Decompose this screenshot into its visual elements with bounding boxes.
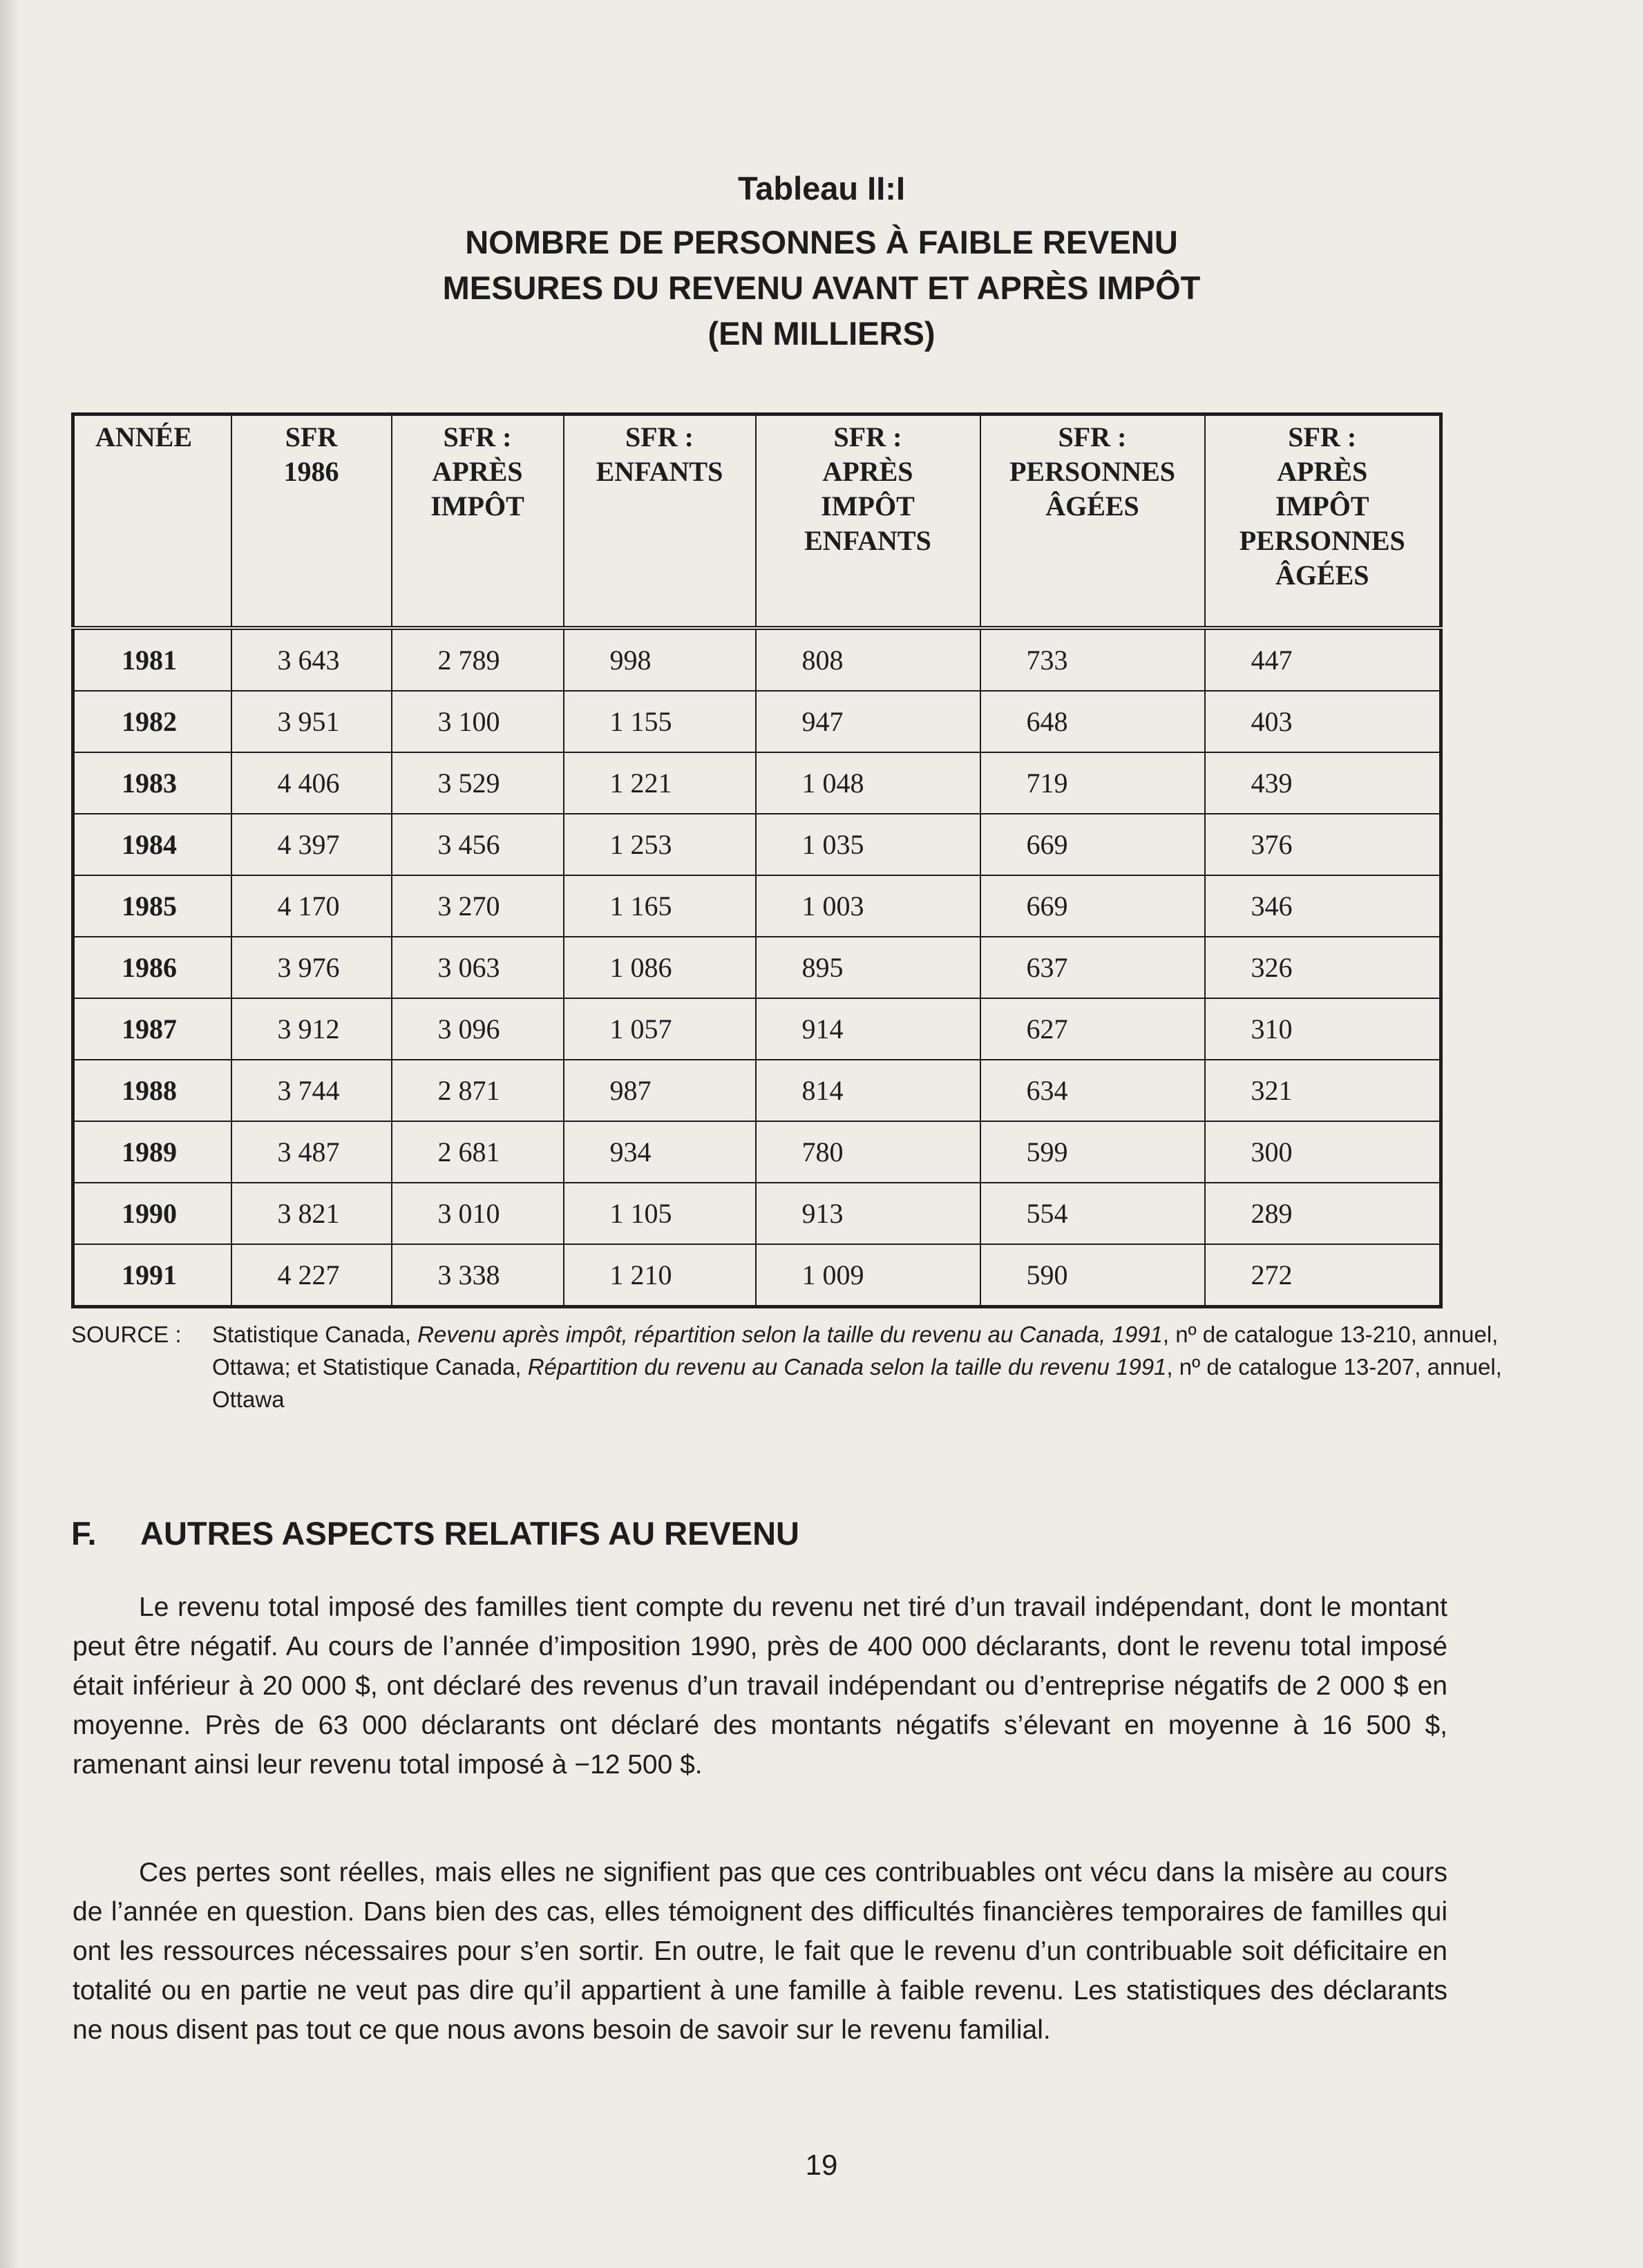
value-cell: 439	[1205, 752, 1441, 814]
value-cell: 934	[564, 1121, 756, 1183]
value-cell: 4 397	[231, 814, 392, 875]
table-row	[73, 752, 1441, 814]
value-cell: 3 338	[392, 1244, 564, 1307]
value-cell: 376	[1205, 814, 1441, 875]
value-cell: 947	[756, 691, 980, 752]
year-cell: 1984	[73, 814, 231, 875]
header-line: ÂGÉES	[1275, 560, 1369, 591]
year-cell: 1988	[73, 1060, 231, 1121]
value-cell: 3 951	[231, 691, 392, 752]
header-line: APRÈS	[1277, 456, 1368, 487]
header-line: APRÈS	[432, 456, 523, 487]
column-header	[231, 414, 392, 629]
section-title: AUTRES ASPECTS RELATIFS AU REVENU	[140, 1515, 799, 1552]
column-header	[980, 414, 1205, 629]
value-cell: 2 681	[392, 1121, 564, 1183]
source-text-part: , nº de catalogue 13-210, annuel, Ottawa; et Statistique Canada,	[212, 1322, 1499, 1380]
value-cell: 1 253	[564, 814, 756, 875]
column-header	[1205, 414, 1441, 629]
value-cell: 814	[756, 1060, 980, 1121]
value-cell: 913	[756, 1183, 980, 1244]
column-header	[756, 414, 980, 629]
value-cell: 3 100	[392, 691, 564, 752]
table-row	[73, 998, 1441, 1060]
table-header-row	[73, 414, 1441, 629]
value-cell: 637	[980, 937, 1205, 998]
value-cell: 634	[980, 1060, 1205, 1121]
value-cell: 447	[1205, 628, 1441, 691]
year-cell: 1987	[73, 998, 231, 1060]
year-cell: 1985	[73, 875, 231, 937]
paragraph-1	[73, 1588, 1447, 1784]
value-cell: 3 270	[392, 875, 564, 937]
header-line: IMPÔT	[821, 490, 915, 522]
value-cell: 3 063	[392, 937, 564, 998]
source-text-part: , nº de catalogue 13-207, annuel, Ottawa	[212, 1354, 1502, 1412]
value-cell: 669	[980, 875, 1205, 937]
header-line: IMPÔT	[430, 490, 524, 522]
year-cell: 1986	[73, 937, 231, 998]
table-caption	[0, 166, 1643, 356]
header-line: APRÈS	[822, 456, 913, 487]
value-cell: 914	[756, 998, 980, 1060]
value-cell: 998	[564, 628, 756, 691]
table-row	[73, 628, 1441, 691]
value-cell: 987	[564, 1060, 756, 1121]
header-line: ANNÉE	[95, 421, 193, 452]
value-cell: 326	[1205, 937, 1441, 998]
value-cell: 648	[980, 691, 1205, 752]
header-line: ENFANTS	[596, 456, 723, 487]
value-cell: 599	[980, 1121, 1205, 1183]
paragraph-text: Le revenu total imposé des familles tient compte du revenu net tiré d’un travail indépendant, dont le montant peut être négatif. Au cours de l’année d’imposition 1990, près de 400 000 déclarants, dont le revenu total imposé était inférieur à 20 000 $, ont déclaré des revenus d’un travail indépendant ou d’entreprise négatifs de 2 000 $ en moyenne. Près de 63 000 déclarants ont déclaré des montants négatifs s’élevant en moyenne à 16 500 $, ramenant ainsi leur revenu total imposé à −12 500 $.	[73, 1592, 1447, 1780]
paragraph-2	[73, 1853, 1447, 2050]
value-cell: 3 643	[231, 628, 392, 691]
column-header	[73, 414, 231, 629]
year-cell: 1982	[73, 691, 231, 752]
column-header	[564, 414, 756, 629]
year-cell: 1990	[73, 1183, 231, 1244]
value-cell: 1 086	[564, 937, 756, 998]
source-title-2: Répartition du revenu au Canada selon la taille du revenu 1991	[527, 1354, 1167, 1380]
value-cell: 2 871	[392, 1060, 564, 1121]
value-cell: 3 096	[392, 998, 564, 1060]
value-cell: 321	[1205, 1060, 1441, 1121]
header-line: PERSONNES	[1009, 456, 1176, 487]
table-row	[73, 1244, 1441, 1307]
value-cell: 733	[980, 628, 1205, 691]
value-cell: 1 009	[756, 1244, 980, 1307]
table-row	[73, 1121, 1441, 1183]
value-cell: 1 105	[564, 1183, 756, 1244]
table-row	[73, 937, 1441, 998]
year-cell: 1991	[73, 1244, 231, 1307]
source-text-part: Statistique Canada,	[212, 1322, 418, 1347]
header-line: SFR :	[833, 421, 902, 452]
table-title-line-2: MESURES DU REVENU AVANT ET APRÈS IMPÔT	[442, 269, 1201, 306]
value-cell: 4 170	[231, 875, 392, 937]
table-number: Tableau II:I	[738, 170, 905, 207]
table-row	[73, 1183, 1441, 1244]
table-row	[73, 814, 1441, 875]
value-cell: 780	[756, 1121, 980, 1183]
value-cell: 403	[1205, 691, 1441, 752]
header-line: SFR	[285, 421, 338, 452]
header-line: SFR :	[1288, 421, 1357, 452]
value-cell: 1 057	[564, 998, 756, 1060]
value-cell: 3 010	[392, 1183, 564, 1244]
value-cell: 4 227	[231, 1244, 392, 1307]
header-line: 1986	[283, 456, 339, 487]
value-cell: 627	[980, 998, 1205, 1060]
section-heading	[71, 1513, 799, 1554]
value-cell: 1 155	[564, 691, 756, 752]
header-line: SFR :	[625, 421, 694, 452]
value-cell: 3 976	[231, 937, 392, 998]
table-row	[73, 875, 1441, 937]
header-line: SFR :	[1058, 421, 1127, 452]
value-cell: 1 165	[564, 875, 756, 937]
header-line: SFR :	[443, 421, 512, 452]
value-cell: 554	[980, 1183, 1205, 1244]
table-title-line-1: NOMBRE DE PERSONNES À FAIBLE REVENU	[465, 224, 1178, 260]
year-cell: 1981	[73, 628, 231, 691]
year-cell: 1983	[73, 752, 231, 814]
header-line: PERSONNES	[1239, 525, 1405, 556]
source-title-1: Revenu après impôt, répartition selon la taille du revenu au Canada, 1991	[417, 1322, 1163, 1347]
value-cell: 3 529	[392, 752, 564, 814]
value-cell: 272	[1205, 1244, 1441, 1307]
value-cell: 590	[980, 1244, 1205, 1307]
value-cell: 1 003	[756, 875, 980, 937]
header-line: IMPÔT	[1275, 490, 1369, 522]
header-line: ÂGÉES	[1045, 490, 1139, 522]
value-cell: 310	[1205, 998, 1441, 1060]
table-title-line-3: (EN MILLIERS)	[707, 315, 936, 352]
low-income-table	[71, 412, 1443, 1308]
column-header	[392, 414, 564, 629]
source-label: SOURCE :	[71, 1322, 182, 1347]
value-cell: 1 048	[756, 752, 980, 814]
table-row	[73, 1060, 1441, 1121]
table-row	[73, 691, 1441, 752]
source-text	[212, 1318, 1518, 1416]
page-number: 19	[805, 2148, 838, 2181]
header-line: ENFANTS	[804, 525, 931, 556]
value-cell: 3 487	[231, 1121, 392, 1183]
value-cell: 1 221	[564, 752, 756, 814]
value-cell: 3 744	[231, 1060, 392, 1121]
value-cell: 719	[980, 752, 1205, 814]
section-letter: F.	[71, 1515, 97, 1552]
value-cell: 1 210	[564, 1244, 756, 1307]
value-cell: 895	[756, 937, 980, 998]
value-cell: 300	[1205, 1121, 1441, 1183]
value-cell: 669	[980, 814, 1205, 875]
value-cell: 2 789	[392, 628, 564, 691]
value-cell: 289	[1205, 1183, 1441, 1244]
value-cell: 808	[756, 628, 980, 691]
paragraph-text: Ces pertes sont réelles, mais elles ne signifient pas que ces contribuables ont vécu dans la misère au cours de l’année en question. Dans bien des cas, elles témoignent des difficultés financières temporaires de familles qui ont les ressources nécessaires pour s’en sortir. En outre, le fait que le revenu d’un contribuable soit déficitaire en totalité ou en partie ne veut pas dire qu’il appartient à une famille à faible revenu. Les statistiques des déclarants ne nous disent pas tout ce que nous avons besoin de savoir sur le revenu familial.	[73, 1858, 1447, 2045]
year-cell: 1989	[73, 1121, 231, 1183]
value-cell: 3 821	[231, 1183, 392, 1244]
value-cell: 4 406	[231, 752, 392, 814]
value-cell: 3 912	[231, 998, 392, 1060]
value-cell: 1 035	[756, 814, 980, 875]
table-body	[73, 628, 1441, 1307]
value-cell: 3 456	[392, 814, 564, 875]
value-cell: 346	[1205, 875, 1441, 937]
